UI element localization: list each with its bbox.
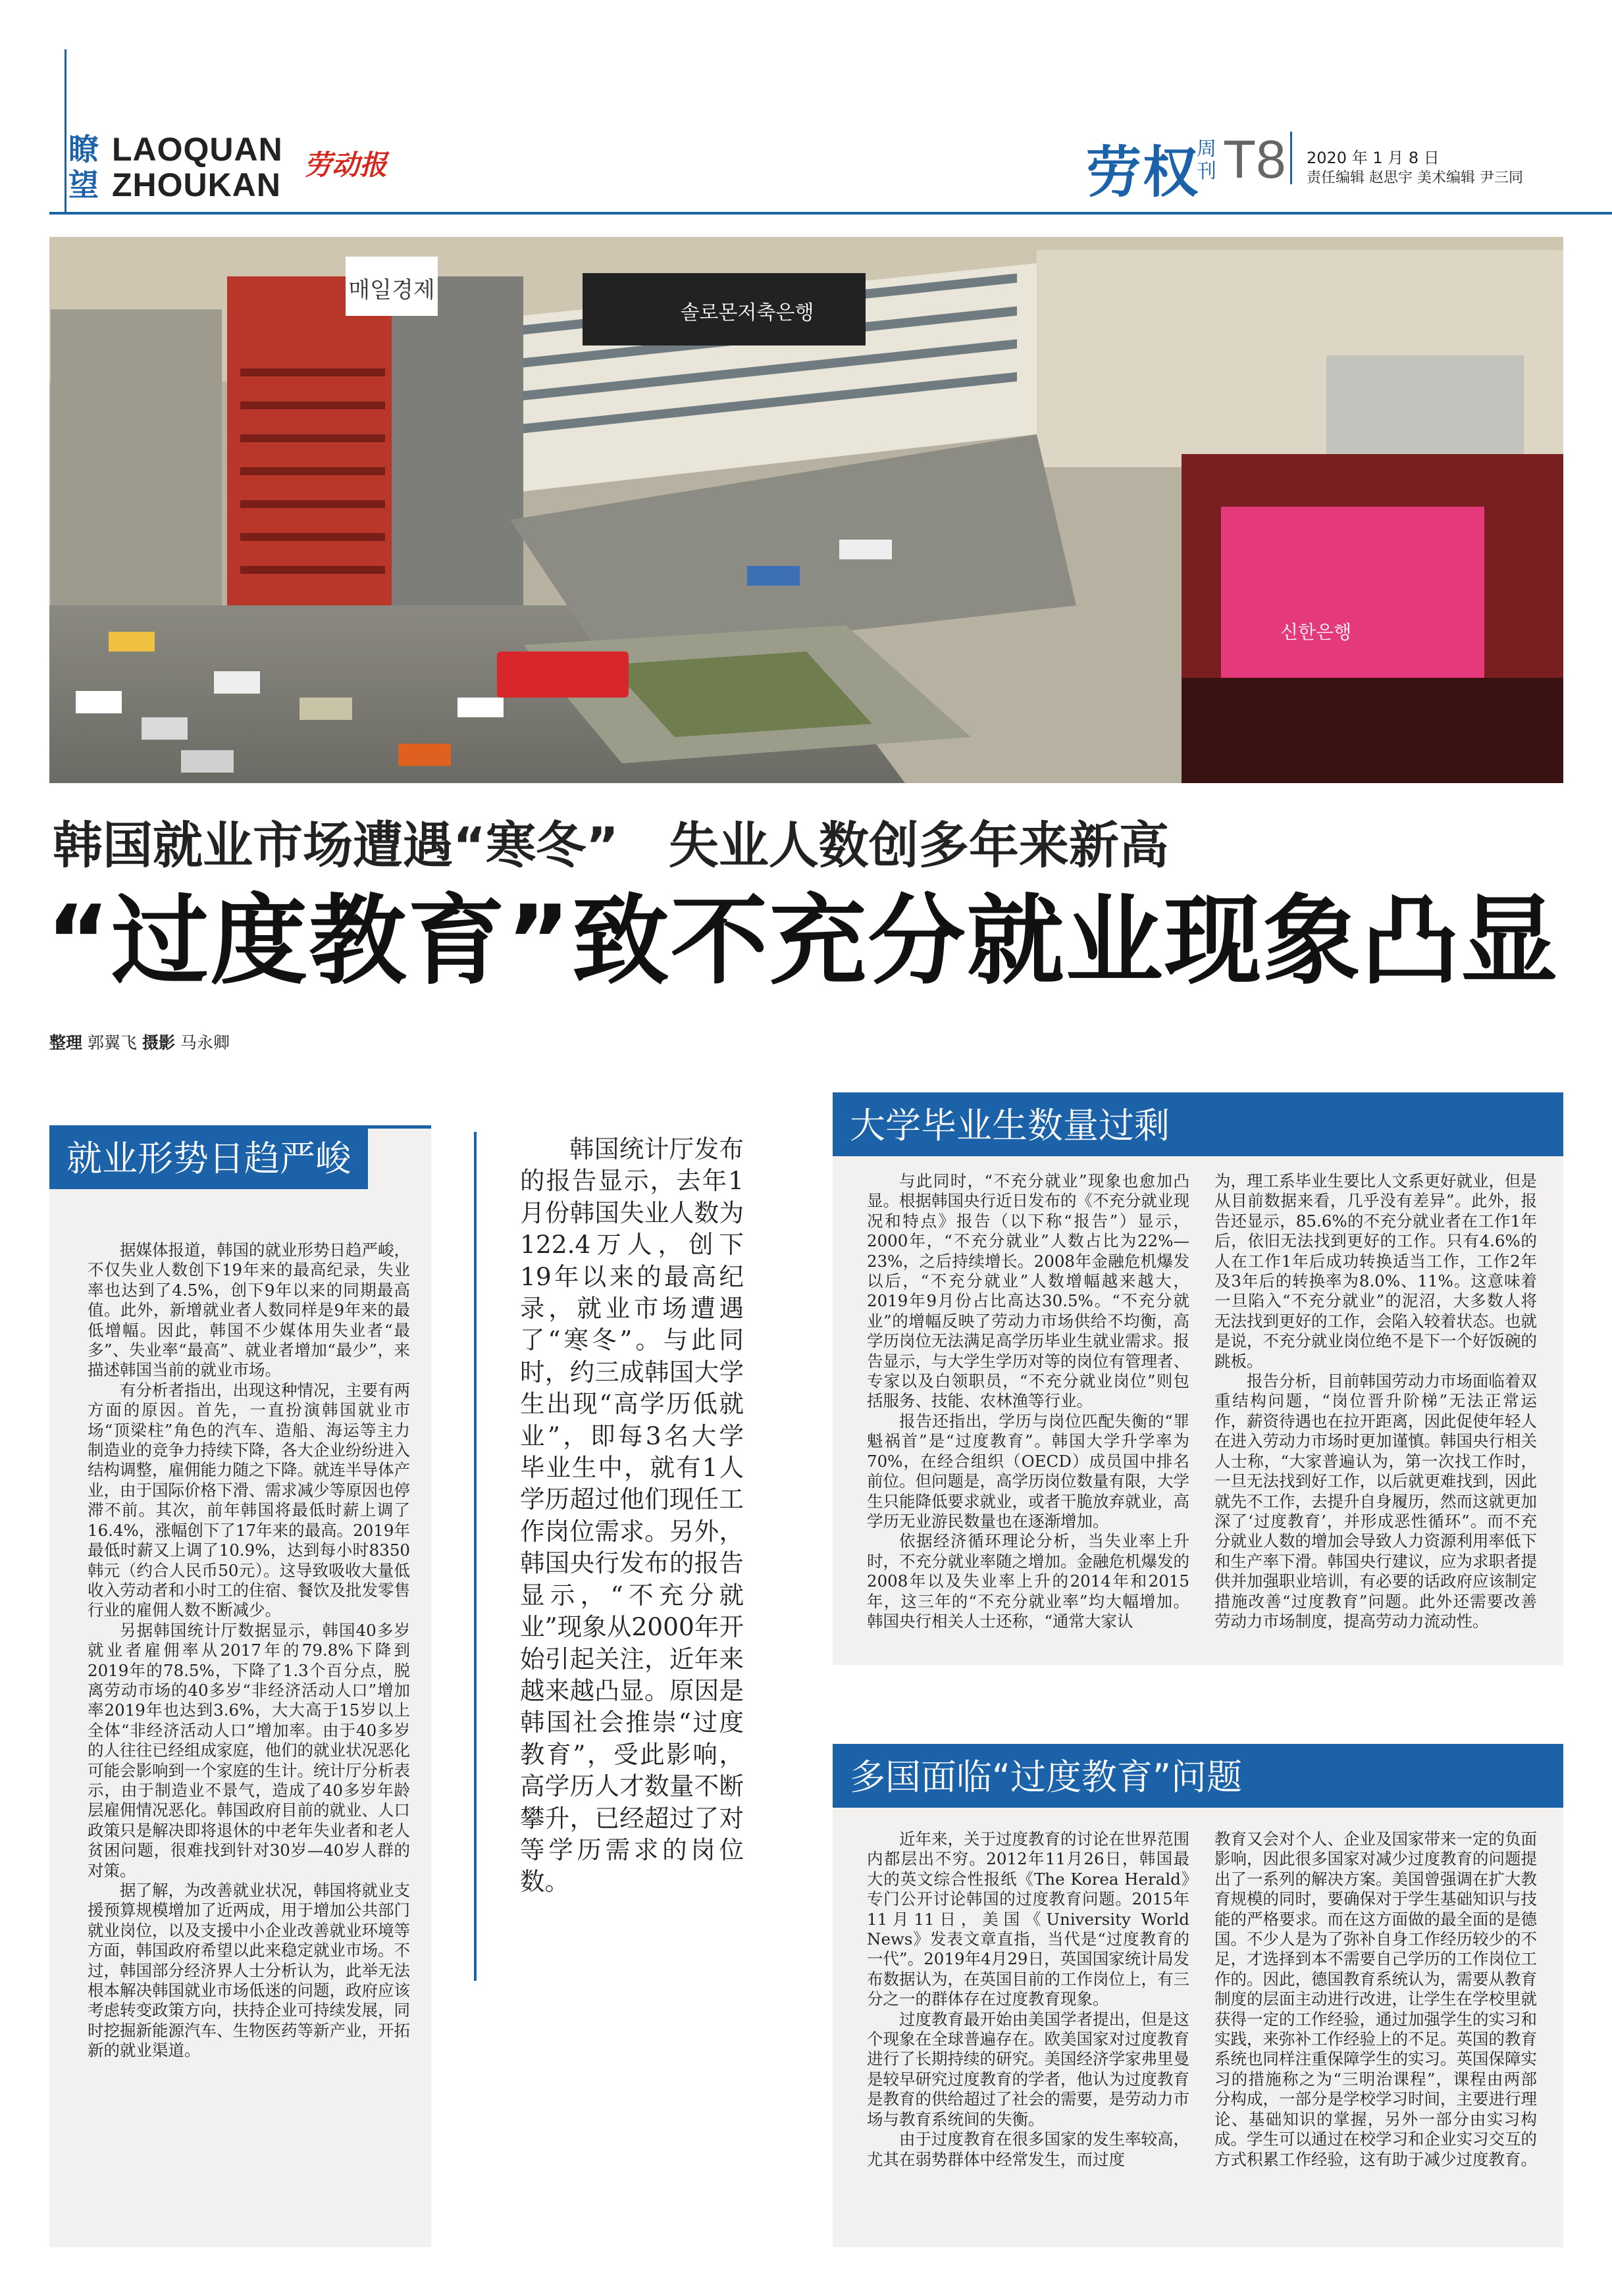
maeil-sign: 매일경제 [348,277,435,303]
sub-headline: 韩国就业市场遭遇“寒冬” 失业人数创多年来新高 [53,816,1169,875]
section-overeducation-box [833,1744,1563,2247]
section-employment-text [88,1240,410,2061]
byline-label-editor: 整理 [49,1033,83,1052]
paragraph: 韩国统计厅发布的报告显示，去年1月份韩国失业人数为122.4万人，创下19年以来的最高纪录，就业市场遭遇了“寒冬”。与此同时，约三成韩国大学生出现“高学历低就业”，即每3名大学毕业生中，就有1人学历超过他们现任工作岗位需求。另外，韩国央行发布的报告显示，“不充分就业”现象从2000年开始引起关注，近年来越来越凸显。原因是韩国社会推崇“过度教育”，受此影响，高学历人才数量不断攀升，已经超过了对等学历需求的岗位数。 [520,1135,744,1897]
red-bus [497,651,629,698]
section-graduates-right-column [1214,1171,1537,1631]
paragraph: 另据韩国统计厅数据显示，韩国40多岁就业者雇佣率从2017年的79.8%下降到2019年的78.5%，下降了1.3个百分点，脱离劳动市场的40多岁“非经济活动人口”增加率2019年也达到3.6%，大大高于15岁以上全体“非经济活动人口”增加率。由于40多岁的人往往已经组成家庭，他们的就业状况恶化可能会影响到一个家庭的生计。统计厅分析表示，由于制造业不景气，造成了40多岁年龄层雇佣情况恶化。韩国政府目前的就业、人口政策只是解决即将退休的中老年失业者和老人贫困问题，很难找到针对30岁—40岁人群的对策。 [88,1620,410,1880]
page-number: T8 [1223,130,1286,190]
paragraph: 教育又会对个人、企业及国家带来一定的负面影响，因此很多国家对减少过度教育的问题提出了一系列的解决方案。美国曾强调在扩大教育规模的同时，要确保对于学生基础知识与技能的严格要求。而在这方面做的最全面的是德国。不少人是为了弥补自身工作经历较少的不足，才选择到本不需要自己学历的工作岗位工作的。因此，德国教育系统认为，需要从教育制度的层面主动进行改进，让学生在学校里就获得一定的工作经验，通过加强学生的实习和实践，来弥补工作经验上的不足。英国的教育系统也同样注重保障学生的实习。英国保障实习的措施称之为“三明治课程”，课程由两部分构成，一部分是学校学习时间，主要进行理论、基础知识的掌握，另外一部分由实习构成。学生可以通过在校学习和企业实习交互的方式积累工作经验，这有助于减少过度教育。 [1214,1829,1537,2169]
section-name: 劳权 [1086,140,1200,205]
paragraph: 有分析者指出，出现这种情况，主要有两方面的原因。首先，一直扮演韩国就业市场“顶梁柱”角色的汽车、造船、海运等主力制造业的竞争力持续下降，各大企业纷纷进入结构调整，雇佣能力随之下降。就连半导体产业，由于国际价格下滑、需求减少等原因也停滞不前。其次，前年韩国将最低时薪上调了16.4%，涨幅创下了17年来的最高。2019年最低时薪又上调了10.9%，达到每小时8350韩元（约合人民币50元）。这导致吸收大量低收入劳动者和小时工的住宿、餐饮及批发零售行业的雇佣人数不断减少。 [88,1380,410,1620]
brand-english-line1: LAOQUAN [112,131,283,168]
paragraph: 依据经济循环理论分析，当失业率上升时，不充分就业率随之增加。金融危机爆发的2008年以及失业率上升的2014年和2015年，这三年的“不充分就业率”均大幅增加。韩国央行相关人士还称，“通常大家认 [867,1531,1189,1631]
seoul-street-photo [49,237,1563,783]
brand-english-line2: ZHOUKAN [112,166,281,203]
paragraph: 过度教育最开始由美国学者提出，但是这个现象在全球普遍存在。欧美国家对过度教育进行了长期持续的研究。美国经济学家弗里曼是较早研究过度教育的学者，他认为过度教育是教育的供给超过了社会的需要，是劳动力市场与教育系统间的失衡。 [867,2009,1189,2129]
paragraph: 与此同时，“不充分就业”现象也愈加凸显。根据韩国央行近日发布的《不充分就业现况和特点》报告（以下称“报告”）显示，2000年，“不充分就业”人数占比为22%—23%，之后持续增长。2008年金融危机爆发以后，“不充分就业”人数增幅越来越大，2019年9月份占比高达30.5%。“不充分就业”的增幅反映了劳动力市场供给不均衡，高学历岗位无法满足高学历毕业生就业需求。报告显示，与大学生学历对等的岗位有管理者、专家以及白领职员，“不充分就业岗位”则包括服务、技能、农林渔等行业。 [867,1171,1189,1411]
editors-credit: 责任编辑 赵思宇 美术编辑 尹三同 [1307,170,1523,186]
paragraph: 报告分析，目前韩国劳动力市场面临着双重结构问题，“岗位晋升阶梯”无法正常运作，薪资待遇也在拉开距离，因此促使年轻人在进入劳动力市场时更加谨慎。韩国央行相关人士称，“大家普遍认为，第一次找工作时，一旦无法找到好工作，以后就更难找到，因此就先不工作，去提升自身履历，然而这就更加深了‘过度教育’，并形成恶性循环”。而不充分就业人数的增加会导致人力资源利用率低下和生产率下滑。韩国央行建议，应为求职者提供并加强职业培训，有必要的话政府应该制定措施改善“过度教育”问题。此外还需要改善劳动力市场制度，提高劳动力流动性。 [1214,1371,1537,1631]
brand-english-name [112,132,283,203]
section-overeducation-right-column [1214,1829,1537,2170]
red-building [227,276,398,645]
billboard [1221,507,1484,678]
section-graduates-left-column [867,1171,1189,1631]
billboard-sign: 신한은행 [1280,621,1352,643]
masthead-divider [1290,132,1292,184]
byline-photographer-name: 马永卿 [180,1033,230,1052]
paragraph: 为，理工系毕业生要比人文系更好就业，但是从目前数据来看，几乎没有差异”。此外，报告还显示，85.6%的不充分就业者在工作1年后，依旧无法找到更好的工作。只有4.6%的人在工作1年后成功转换适当工作，工作2年及3年后的转换率为8.0%、11%。这意味着一旦陷入“不充分就业”的泥沼，大多数人将无法找到更好的工作，会陷入较着状态。也就是说，不充分就业岗位绝不是下一个好饭碗的跳板。 [1214,1171,1537,1371]
grey-building [392,276,523,645]
section-overeducation-left-column [867,1829,1189,2170]
solomon-sign: 솔로몬저축은행 [680,301,814,324]
paragraph: 近年来，关于过度教育的讨论在世界范围内都层出不穷。2012年11月26日，韩国最大的英文综合性报纸《The Korea Herald》专门公开讨论韩国的过度教育问题。2015年11月11日，美国《University World News》发表文章直指，当代是“过度教育的一代”。2019年4月29日，英国国家统计局发布数据认为，在英国目前的工作岗位上，有三分之一的群体存在过度教育现象。 [867,1829,1189,2009]
paragraph: 报告还指出，学历与岗位匹配失衡的“罪魁祸首”是“过度教育”。韩国大学升学率为70%，在经合组织（OECD）成员国中排名前位。但问题是，高学历岗位数量有限，大学生只能降低要求就业，或者干脆放弃就业，高学历无业游民数量也在逐渐增加。 [867,1411,1189,1531]
section-graduates-box [833,1092,1563,1665]
byline [49,1030,230,1054]
byline-label-photo: 摄影 [142,1033,175,1052]
lead-column-rule [474,1132,477,1981]
paragraph: 由于过度教育在很多国家的发生率较高，尤其在弱势群体中经常发生，而过度 [867,2130,1189,2169]
section-title-employment: 就业形势日趋严峻 [49,1129,368,1189]
brand-chinese-name: 瞭望 [68,132,99,203]
masthead-rule [49,212,1612,215]
photo-illustration [49,237,1563,783]
billboard-base [1182,678,1563,783]
newspaper-logo: 劳动报 [304,149,388,181]
section-subtitle: 周刊 [1197,138,1216,183]
lead-paragraph [520,1133,744,1898]
masthead-left-rule [65,49,66,214]
paragraph: 据了解，为改善就业状况，韩国将就业支援预算规模增加了近两成，用于增加公共部门就业岗位，以及支援中小企业改善就业环境等方面，韩国政府希望以此来稳定就业市场。不过，韩国部分经济界人士分析认为，此举无法根本解决韩国就业市场低迷的问题，政府应该考虑转变政策方向，扶持企业可持续发展，同时挖掘新能源汽车、生物医药等新产业，开拓新的就业渠道。 [88,1881,410,2060]
paragraph: 据媒体报道，韩国的就业形势日趋严峻，不仅失业人数创下19年来的最高纪录，失业率也达到了4.5%，创下9年以来的同期最高值。此外，新增就业者人数同样是9年来的最低增幅。因此，韩国不少媒体用失业者“最多”、失业率“最高”、就业者增加“最少”，来描述韩国当前的就业市场。 [88,1240,410,1380]
section-employment-box [49,1125,431,2247]
byline-editor-name: 郭翼飞 [87,1033,137,1052]
issue-date: 2020 年 1 月 8 日 [1307,149,1440,167]
main-headline: “过度教育”致不充分就业现象凸显 [46,884,1559,998]
right-tower [1326,355,1524,467]
section-title-graduates: 大学毕业生数量过剩 [833,1096,1563,1156]
section-title-overeducation: 多国面临“过度教育”问题 [833,1747,1563,1808]
